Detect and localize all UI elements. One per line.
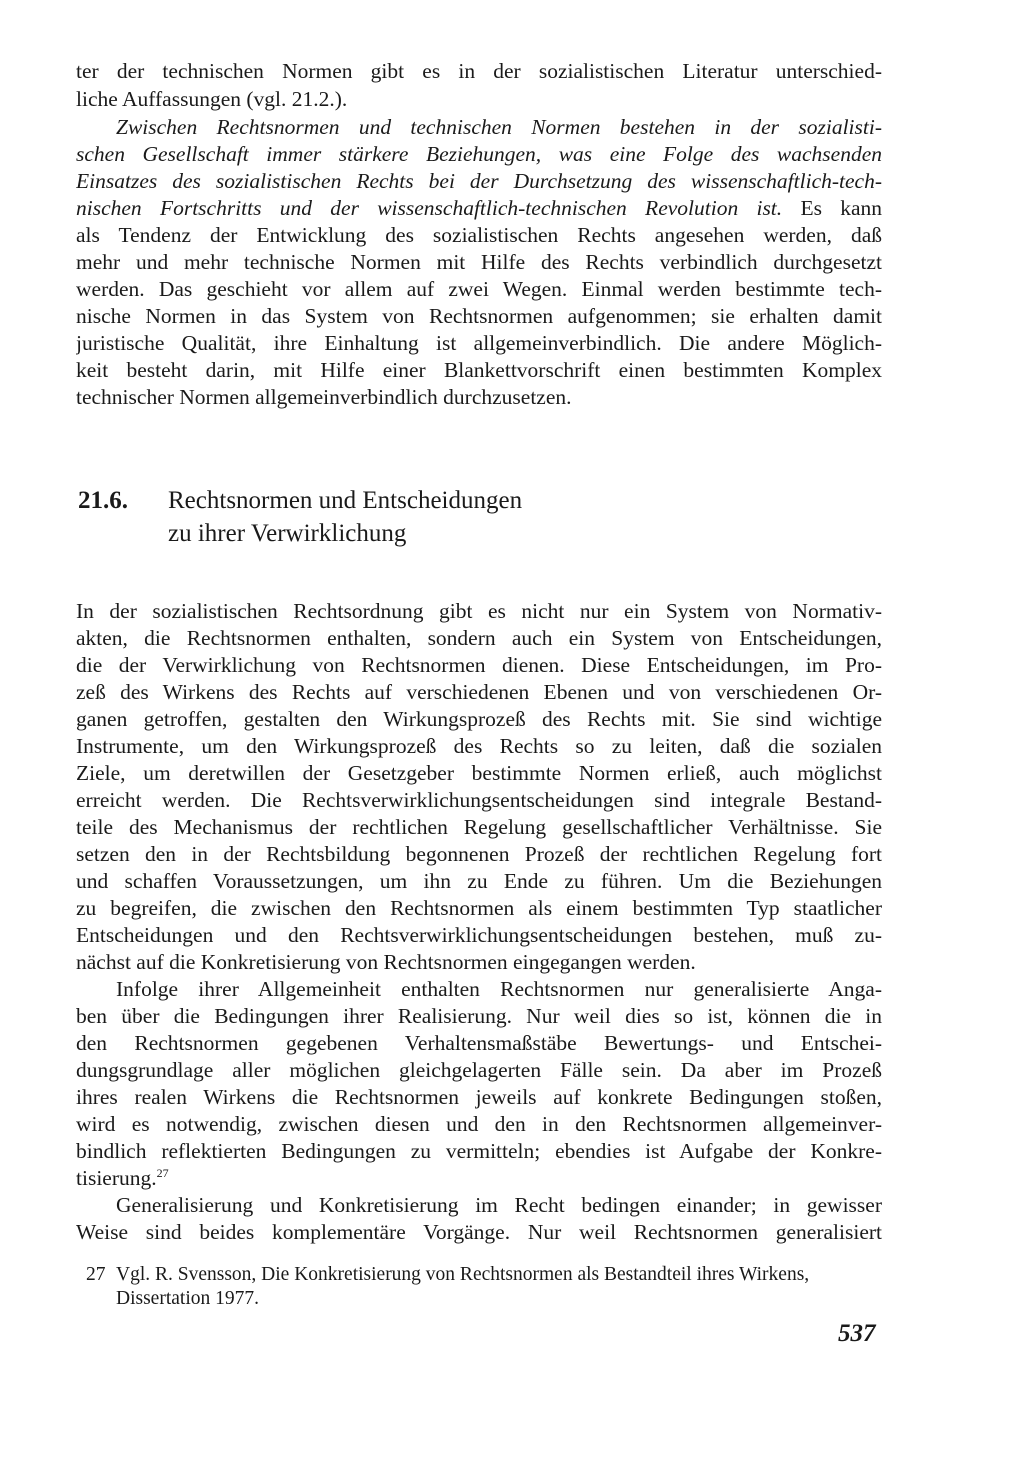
footnote-number: 27 <box>86 1264 106 1285</box>
text-line: akten, die Rechtsnormen enthalten, sondern auch ein System von Entscheidungen, <box>76 626 882 650</box>
italic-text-line: Einsatzes des sozialistischen Rechts bei der Durchsetzung des wissenschaftlich-tech- <box>76 169 882 193</box>
text-line: dungsgrundlage aller möglichen gleichgelagerten Fälle sein. Da aber im Prozeß <box>76 1058 882 1082</box>
text-line: wird es notwendig, zwischen diesen und den in den Rechtsnormen allgemeinver- <box>76 1112 882 1136</box>
text-line: teile des Mechanismus der rechtlichen Regelung gesellschaftlicher Verhältnisse. Sie <box>76 815 882 839</box>
text-line: juristische Qualität, ihre Einhaltung ist allgemeinverbindlich. Die andere Möglich- <box>76 331 882 355</box>
text-line: ben über die Bedingungen ihrer Realisierung. Nur weil dies so ist, können die in <box>76 1004 882 1028</box>
text-line: den Rechtsnormen gegebenen Verhaltensmaßstäbe Bewertungs- und Entschei- <box>76 1031 882 1055</box>
text-segment: tisierung. <box>76 1166 157 1190</box>
footnote-continuation: Dissertation 1977. <box>116 1288 259 1309</box>
text-line: Weise sind beides komplementäre Vorgänge. Nur weil Rechtsnormen generalisiert <box>76 1220 882 1244</box>
text-line: und schaffen Voraussetzungen, um ihn zu Ende zu führen. Um die Beziehungen <box>76 869 882 893</box>
text-line: nächst auf die Konkretisierung von Rechtsnormen eingegangen werden. <box>76 950 696 974</box>
text-line: Instrumente, um den Wirkungsprozeß des Rechts so zu leiten, daß die sozialen <box>76 734 882 758</box>
footnote-reference: 27 <box>156 1165 169 1180</box>
text-line: bindlich reflektierten Bedingungen zu vermitteln; ebendies ist Aufgabe der Konkre- <box>76 1139 882 1163</box>
text-line: die der Verwirklichung von Rechtsnormen dienen. Diese Entscheidungen, im Pro- <box>76 653 882 677</box>
text-line: Infolge ihrer Allgemeinheit enthalten Rechtsnormen nur generalisierte Anga- <box>116 977 882 1001</box>
text-line: keit besteht darin, mit Hilfe einer Blankettvorschrift einen bestimmten Komplex <box>76 358 882 382</box>
mixed-text-line <box>76 195 882 222</box>
text-line: erreicht werden. Die Rechtsverwirklichungsentscheidungen sind integrale Bestand- <box>76 788 882 812</box>
roman-segment: Es kann <box>782 196 882 220</box>
italic-text-line: Zwischen Rechtsnormen und technischen Normen bestehen in der sozialisti- <box>116 115 882 139</box>
text-line: ihres realen Wirkens die Rechtsnormen jeweils auf konkrete Bedingungen stoßen, <box>76 1085 882 1109</box>
text-line: nische Normen in das System von Rechtsnormen aufgenommen; sie erhalten damit <box>76 304 882 328</box>
text-line: mehr und mehr technische Normen mit Hilfe des Rechts verbindlich durchgesetzt <box>76 250 882 274</box>
text-line: setzen den in der Rechtsbildung begonnenen Prozeß der rechtlichen Regelung fort <box>76 842 882 866</box>
page-number: 537 <box>838 1320 876 1347</box>
text-line: technischer Normen allgemeinverbindlich durchzusetzen. <box>76 385 572 409</box>
text-line: Entscheidungen und den Rechtsverwirklichungsentscheidungen bestehen, muß zu- <box>76 923 882 947</box>
text-line: zu begreifen, die zwischen den Rechtsnormen als einem bestimmten Typ staatlicher <box>76 896 882 920</box>
section-number: 21.6. <box>78 487 128 514</box>
text-line: als Tendenz der Entwicklung des sozialistischen Rechts angesehen werden, daß <box>76 223 882 247</box>
text-line: Generalisierung und Konkretisierung im Recht bedingen einander; in gewisser <box>116 1193 882 1217</box>
italic-text-line: schen Gesellschaft immer stärkere Beziehungen, was eine Folge des wachsenden <box>76 142 882 166</box>
footnote <box>86 1263 892 1287</box>
section-title-line: Rechtsnormen und Entscheidungen <box>168 487 523 514</box>
text-line: ter der technischen Normen gibt es in der sozialistischen Literatur unterschied- <box>76 59 882 83</box>
text-line <box>76 1165 882 1192</box>
text-line: ganen getroffen, gestalten den Wirkungsprozeß des Rechts mit. Sie sind wichtige <box>76 707 882 731</box>
text-line: zeß des Wirkens des Rechts auf verschiedenen Ebenen und von verschiedenen Or- <box>76 680 882 704</box>
text-line: werden. Das geschieht vor allem auf zwei Wegen. Einmal werden bestimmte tech- <box>76 277 882 301</box>
italic-segment: nischen Fortschritts und der wissenschaftlich-technischen Revolution ist. <box>76 196 783 220</box>
text-line: liche Auffassungen (vgl. 21.2.). <box>76 87 348 111</box>
section-title-line: zu ihrer Verwirklichung <box>168 520 407 547</box>
text-line: In der sozialistischen Rechtsordnung gibt es nicht nur ein System von Normativ- <box>76 599 882 623</box>
text-line: Ziele, um deretwillen der Gesetzgeber bestimmte Normen erließ, auch möglichst <box>76 761 882 785</box>
footnote-text: Vgl. R. Svensson, Die Konkretisierung von Rechtsnormen als Bestandteil ihres Wirkens, <box>116 1264 810 1285</box>
